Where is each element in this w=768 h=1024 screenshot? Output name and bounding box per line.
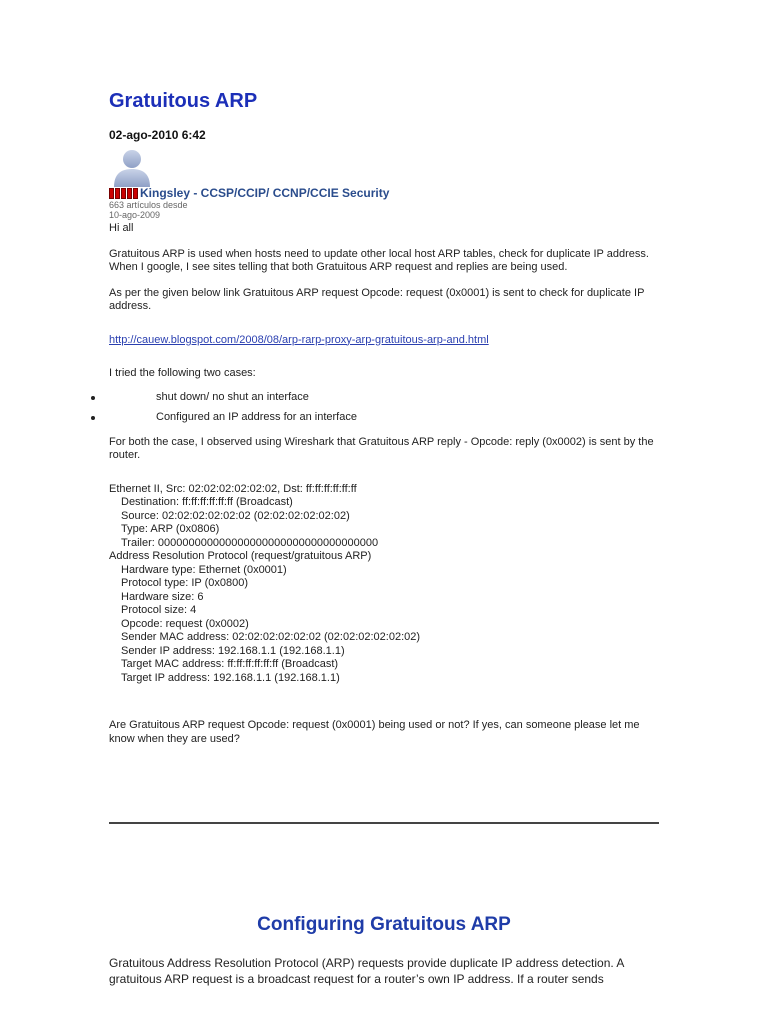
page-title: Gratuitous ARP (109, 90, 258, 112)
user-avatar-icon[interactable] (111, 147, 153, 187)
packet-field: Opcode: request (0x0002) (121, 617, 249, 630)
packet-field: Sender MAC address: 02:02:02:02:02:02 (02:02:02:02:02:02) (121, 631, 421, 643)
packet-capture (109, 483, 664, 686)
packet-field: Target IP address: 192.168.1.1 (192.168.1.1) (121, 671, 340, 684)
packet-field: Hardware size: 6 (121, 590, 204, 603)
ethernet-header: Ethernet II, Src: 02:02:02:02:02:02, Dst: ff:ff:ff:ff:ff:ff (109, 482, 357, 495)
paragraph-1: Gratuitous ARP is used when hosts need to update other local host ARP tables, check for duplicate IP address. When I google, I see sites telling that both Gratuitous ARP request and replies are being used. (109, 247, 649, 273)
arp-header: Address Resolution Protocol (request/gratuitous ARP) (109, 550, 372, 562)
author-row (109, 186, 389, 200)
author-join-date: 10-ago-2009 (109, 210, 161, 220)
packet-field: Protocol type: IP (0x0800) (121, 577, 248, 589)
author-post-count: 663 artículos desde (109, 200, 188, 210)
packet-field: Sender IP address: 192.168.1.1 (192.168.1.1) (121, 644, 345, 657)
post-body (109, 222, 664, 746)
paragraph-4: For both the case, I observed using Wireshark that Gratuitous ARP reply - Opcode: reply (0x0002) is sent by the router. (109, 435, 654, 461)
packet-field: Target MAC address: ff:ff:ff:ff:ff:ff (Broadcast) (121, 658, 339, 670)
paragraph-2: As per the given below link Gratuitous ARP request Opcode: request (0x0001) is sent to check for duplicate IP address. (109, 286, 645, 312)
packet-field: Source: 02:02:02:02:02:02 (02:02:02:02:02:02) (121, 509, 350, 522)
section-body: Gratuitous Address Resolution Protocol (ARP) requests provide duplicate IP address detection. A gratuitous ARP request is a broadcast request for a router’s own IP address. If a router sends (109, 956, 624, 986)
list-item: shut down/ no shut an interface (109, 391, 664, 405)
author-name-link[interactable]: Kingsley - CCSP/CCIP/ CCNP/CCIE Security (140, 186, 390, 200)
reference-link[interactable]: http://cauew.blogspot.com/2008/08/arp-rarp-proxy-arp-gratuitous-arp-and.html (109, 333, 489, 346)
section-divider (109, 822, 659, 824)
packet-field: Protocol size: 4 (121, 604, 197, 616)
section-title: Configuring Gratuitous ARP (257, 914, 511, 935)
rank-bar-icon (109, 188, 138, 199)
question: Are Gratuitous ARP request Opcode: request (0x0001) being used or not? If yes, can someone please let me know when they are used? (109, 719, 640, 745)
post-date: 02-ago-2010 6:42 (109, 128, 206, 142)
packet-field: Trailer: 000000000000000000000000000000000000 (121, 536, 379, 549)
packet-field: Type: ARP (0x0806) (121, 523, 220, 535)
packet-field: Destination: ff:ff:ff:ff:ff:ff (Broadcast) (121, 496, 293, 508)
greeting: Hi all (109, 222, 134, 234)
paragraph-3: I tried the following two cases: (109, 367, 256, 379)
author-meta (109, 200, 229, 220)
cases-list (109, 391, 664, 425)
packet-field: Hardware type: Ethernet (0x0001) (121, 563, 287, 576)
list-item: Configured an IP address for an interface (109, 411, 664, 425)
